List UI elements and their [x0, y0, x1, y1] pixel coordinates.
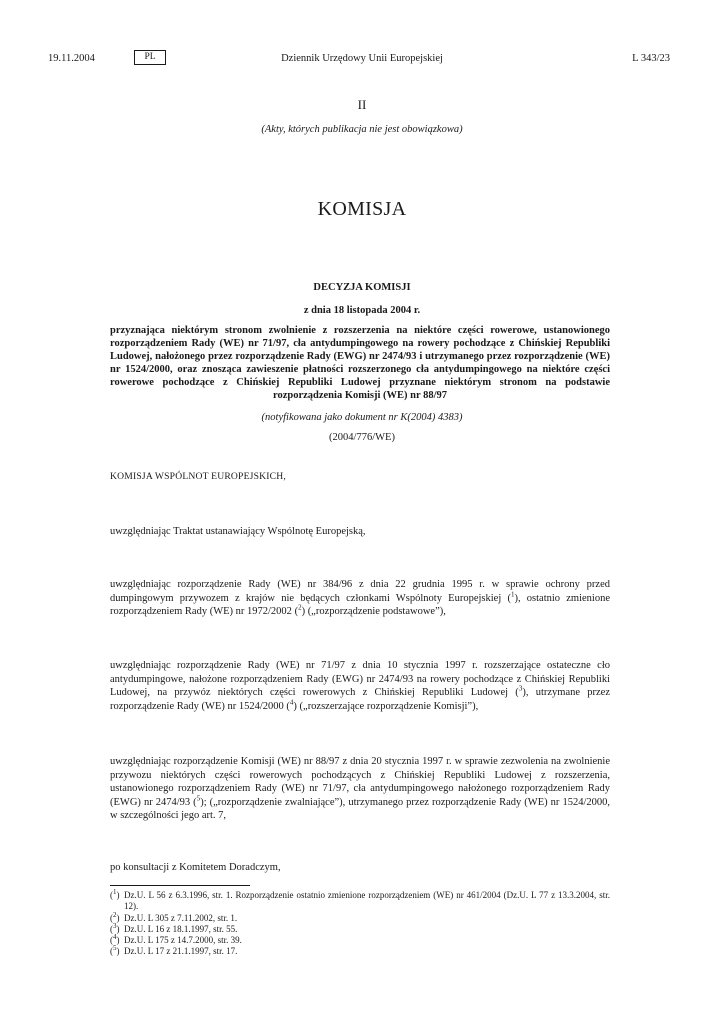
decision-date: z dnia 18 listopada 2004 r.	[303, 305, 421, 316]
recital-text: uwzględniając rozporządzenie Komisji (WE) nr 88/97 z dnia 20 stycznia 1997 r. w sprawie zezwolenia na zwolnienie przywozu niektórych części rowerowych pochodzących z Chińskiej Republiki Ludowej z rozszerzenia, ustanowionego rozporządzeniem Rady (WE) nr 71/97, cła antydumpingowego nałożonego rozporządzeniem Rady (EWG) nr 2474/93	[110, 756, 610, 808]
footnote	[110, 890, 610, 912]
decision-reference: (2004/776/WE)	[329, 432, 395, 443]
footnote	[110, 924, 610, 935]
recital-text: ; („rozporządzenie zwalniające”), utrzymanego przez rozporządzenie Rady (WE) nr 1524/2000, w szczególności jego art. 7,	[110, 796, 610, 822]
recital-exemption-regulation: uwzględniając rozporządzenie Komisji (WE) nr 88/97 z dnia 20 stycznia 1997 r. w sprawie zezwolenia na zwolnienie przywozu niektórych części rowerowych pochodzących z Chińskiej Republiki Ludowej z rozszerzenia, ustanowionego rozporządzeniem Rady (WE) nr 71/97, cła antydumpingowego nałożonego rozporządzeniem Rady (EWG) nr 2474/93 ($^5$); („rozporządzenie zwalniające”), utrzymanego przez rozporządzenie Rady (WE) nr 1524/2000, w szczególności jego art. 7,	[110, 756, 610, 822]
footnote-ref[interactable]: 2	[298, 603, 302, 612]
recital-treaty: uwzględniając Traktat ustanawiający Wspólnotę Europejską,	[110, 526, 366, 537]
footnote-number: ($^4$)	[110, 933, 120, 945]
institution-heading: KOMISJA	[317, 198, 407, 220]
footnote-text: Dz.U. L 17 z 21.1.1997, str. 17.	[124, 946, 238, 956]
footnote-ref[interactable]: 3	[518, 684, 523, 693]
decision-title: DECYZJA KOMISJI	[313, 282, 411, 293]
footnote	[110, 913, 610, 924]
journal-title: Dziennik Urzędowy Unii Europejskiej	[281, 53, 443, 64]
recital-extending-regulation: uwzględniając rozporządzenie Rady (WE) nr 71/97 z dnia 10 stycznia 1997 r. rozszerzające ostateczne cło antydumpingowe, nałożone rozporządzeniem Rady (EWG) nr 2474/93 na rowery pochodzące z Chińskiej Republiki Ludowej, na przywóz niektórych części rowerowych z Chińskiej Republiki Ludowej ($^3$), utrzymane przez rozporządzenie Rady (WE) nr 1524/2000 ($^4$) („rozszerzające rozporządzenie Komisji”),	[110, 660, 610, 712]
footnote-number: ($^3$)	[110, 922, 120, 934]
decision-subject: przyznająca niektórym stronom zwolnienie z rozszerzenia na niektóre części rowerowe, ustanowionego rozporządzeniem Rady (WE) nr 71/97, cła antydumpingowego na rowery pochodzące z Chińskiej Republiki Ludowej, nałożonego przez rozporządzenie Rady (EWG) nr 2474/93 i utrzymanego przez rozporządzenie (WE) nr 1524/2000, oraz znosząca zawieszenie płatności rozszerzonego cła antydumpingowego na niektóre części rowerowe pochodzące z Chińskiej Republiki Ludowej przyznane niektórym stronom na podstawie rozporządzenia Komisji (WE) nr 88/97	[110, 325, 610, 401]
footnote-number: ($^2$)	[110, 911, 120, 923]
notification-number: (notyfikowana jako dokument nr K(2004) 4383)	[261, 412, 463, 423]
header-date: 19.11.2004	[48, 53, 95, 64]
recital-basic-regulation: uwzględniając rozporządzenie Rady (WE) nr 384/96 z dnia 22 grudnia 1995 r. w sprawie ochrony przed dumpingowym przywozem z krajów nie będących członkami Wspólnoty Europejskiej ($^1$), ostatnio zmienione rozporządzeniem Rady (WE) nr 1972/2002 ($^2$) („rozporządzenie podstawowe”),	[110, 579, 611, 618]
recital-text: uwzględniając rozporządzenie Rady (WE) nr 71/97 z dnia 10 stycznia 1997 r. rozszerzające ostateczne cło antydumpingowe, nałożone rozporządzeniem Rady (EWG) nr 2474/93 na rowery pochodzące z Chińskiej Republiki Ludowej, na przywóz niektórych części rowerowych z Chińskiej Republiki Ludowej	[110, 660, 610, 699]
journal-reference: L 343/23	[632, 53, 670, 64]
recital-text: („rozszerzające rozporządzenie Komisji”),	[296, 700, 479, 712]
footnote-text: Dz.U. L 305 z 7.11.2002, str. 1.	[124, 913, 238, 923]
footnote-number: ($^1$)	[110, 888, 120, 900]
part-number: II	[357, 97, 367, 112]
footnote-text: Dz.U. L 56 z 6.3.1996, str. 1. Rozporządzenie ostatnio zmienione rozporządzeniem (WE) nr 461/2004 (Dz.U. L 77 z 13.3.2004, str. 12).	[124, 890, 610, 911]
footnote-ref[interactable]: 1	[510, 590, 515, 599]
footnote-text: Dz.U. L 175 z 14.7.2000, str. 39.	[124, 935, 242, 945]
footnote-text: Dz.U. L 16 z 18.1.1997, str. 55.	[124, 924, 238, 934]
footnote-number: ($^5$)	[110, 944, 120, 956]
footnote	[110, 946, 610, 957]
footnote-divider	[110, 885, 250, 886]
recital-text: , utrzymane przez rozporządzenie Rady (WE) nr 1524/2000	[110, 687, 610, 712]
recital-advisory-committee: po konsultacji z Komitetem Doradczym,	[110, 862, 281, 873]
footnote	[110, 935, 610, 946]
recital-text: uwzględniając rozporządzenie Rady (WE) nr 384/96 z dnia 22 grudnia 1995 r. w sprawie ochrony przed dumpingowym przywozem z krajów nie będących członkami Wspólnoty Europejskiej	[110, 579, 610, 604]
recital-text: , ostatnio zmienione rozporządzeniem Rady (WE) nr 1972/2002	[110, 592, 611, 618]
acts-note: (Akty, których publikacja nie jest obowiązkowa)	[261, 124, 463, 135]
footnote-ref[interactable]: 4	[289, 698, 294, 707]
recital-text: („rozporządzenie podstawowe”),	[305, 606, 446, 618]
language-badge: PL	[134, 50, 166, 65]
commission-line: KOMISJA WSPÓLNOT EUROPEJSKICH,	[110, 471, 286, 482]
footnote-ref[interactable]: 5	[196, 794, 201, 803]
